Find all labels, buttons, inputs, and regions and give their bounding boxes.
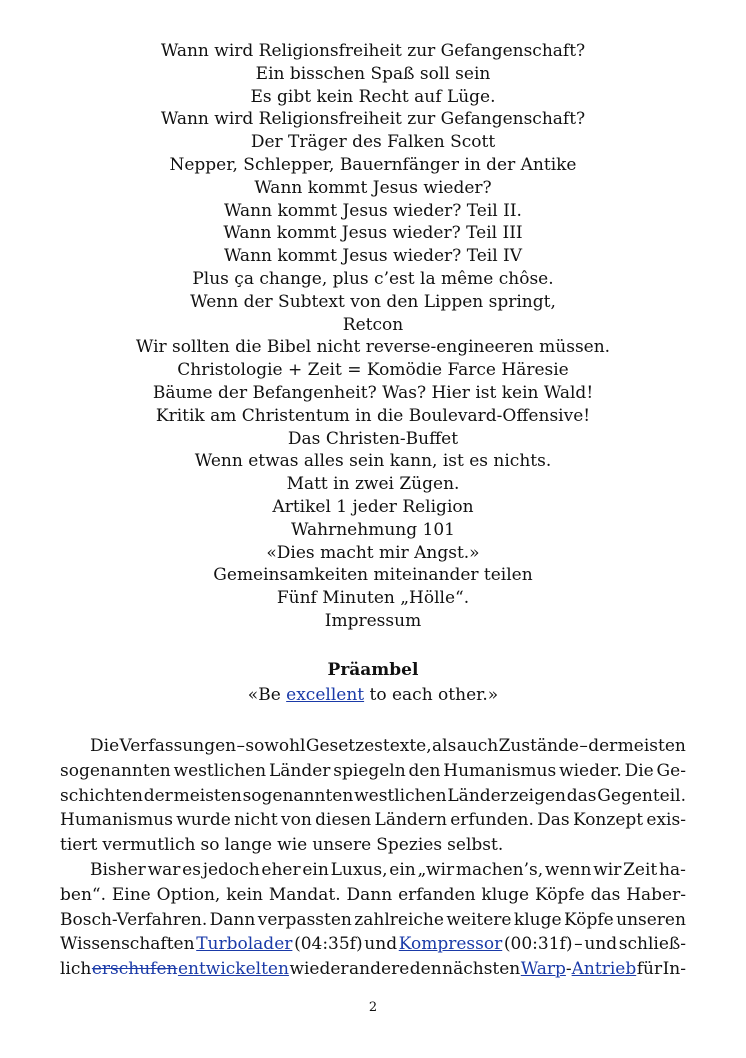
word: Köpfe xyxy=(534,884,585,905)
word: auch xyxy=(456,736,499,756)
word: erfanden xyxy=(398,884,476,905)
word: westlichen xyxy=(173,760,267,781)
toc-entry: Wann kommt Jesus wieder? Teil II. xyxy=(224,200,522,221)
word: für xyxy=(636,959,663,980)
word: von xyxy=(281,810,312,831)
word: „wir xyxy=(417,859,455,880)
word: exis- xyxy=(646,810,686,831)
word: jedoch xyxy=(202,859,260,880)
word: der xyxy=(143,785,173,806)
word: den xyxy=(408,760,441,781)
paragraph-line xyxy=(60,808,686,833)
link-antrieb[interactable]: Antrieb xyxy=(571,959,637,980)
word: Bosch-Verfahren. xyxy=(60,909,208,930)
word: sowohl xyxy=(245,736,306,756)
word: ein xyxy=(302,859,329,880)
link-kompressor[interactable]: Kompressor xyxy=(398,934,503,955)
toc-entry: Es gibt kein Recht auf Lüge. xyxy=(250,86,496,107)
word: lange xyxy=(224,835,273,856)
toc-entry: Bäume der Befangenheit? Was? Hier ist kein Wald! xyxy=(152,382,594,403)
word: kluge xyxy=(513,909,562,930)
word: In- xyxy=(662,959,686,980)
word: zeigen xyxy=(509,785,566,806)
warp-antrieb-compound xyxy=(521,957,636,982)
word: Die xyxy=(624,760,654,781)
toc-entry: Christologie + Zeit = Komödie Farce Häresie xyxy=(177,360,569,381)
word: wenn xyxy=(544,859,592,880)
word: (04:35f) xyxy=(294,934,363,955)
word: unsere xyxy=(312,835,372,856)
word: lich xyxy=(60,959,92,980)
word: tiert xyxy=(60,835,98,856)
word: wurde xyxy=(176,810,231,831)
word: schichten xyxy=(60,785,143,806)
toc-entry: Wann kommt Jesus wieder? Teil IV xyxy=(223,246,523,267)
toc-entry: Wenn etwas alles sein kann, ist es nichts. xyxy=(194,451,552,472)
link-strikethrough-erschufen[interactable]: erschufen xyxy=(91,959,178,980)
toc-entry: Impressum xyxy=(324,610,422,631)
toc-entry: Gemeinsamkeiten miteinander teilen xyxy=(213,565,533,586)
word: Haber- xyxy=(626,884,686,905)
paragraph-line xyxy=(60,833,686,858)
toc-entry: Matt in zwei Zügen. xyxy=(286,474,460,495)
word: wieder. xyxy=(559,760,622,781)
word: Zeit xyxy=(623,859,658,880)
word: Köpfe xyxy=(563,909,614,930)
word: wir xyxy=(593,859,622,880)
word: selbst. xyxy=(447,835,504,856)
motto-link-excellent[interactable]: excellent xyxy=(286,685,365,705)
word: Ländern xyxy=(374,810,447,831)
toc-entry: «Dies macht mir Angst.» xyxy=(266,542,480,563)
word: unseren xyxy=(616,909,686,930)
word: spiegeln xyxy=(333,760,406,781)
toc-entry: Wir sollten die Bibel nicht reverse-engineeren müssen. xyxy=(135,337,611,358)
word: so xyxy=(200,835,220,856)
word: vermutlich xyxy=(102,835,196,856)
word: Länder xyxy=(268,760,331,781)
word: Länder xyxy=(447,785,509,806)
word: den xyxy=(409,959,442,980)
word: verpassten xyxy=(257,909,352,930)
toc-entry: Wenn der Subtext von den Lippen springt, xyxy=(190,291,556,312)
word: Konzept xyxy=(572,810,644,831)
word: wieder xyxy=(289,959,349,980)
word: Die xyxy=(90,736,120,756)
word: Luxus, xyxy=(330,859,388,880)
page-number: 2 xyxy=(368,1000,378,1015)
word: westlichen xyxy=(354,785,447,806)
word: schließ- xyxy=(618,934,686,955)
word: Ge- xyxy=(656,760,686,781)
paragraph-line xyxy=(60,858,686,883)
paragraph-line xyxy=(60,734,686,759)
body-text xyxy=(60,734,686,982)
toc-entry: Plus ça change, plus c’est la même chôse. xyxy=(192,268,554,289)
toc-entry: Artikel 1 jeder Religion xyxy=(272,496,474,517)
paragraph-line xyxy=(60,957,686,982)
word: Dann xyxy=(346,884,393,905)
word: diesen xyxy=(315,810,372,831)
word: Spezies xyxy=(376,835,443,856)
word: (00:31f) xyxy=(503,934,573,955)
toc-entry: Wann wird Religionsfreiheit zur Gefangenschaft? xyxy=(160,41,586,61)
word: wie xyxy=(277,835,308,856)
link-turbolader[interactable]: Turbolader xyxy=(196,934,293,955)
word: weitere xyxy=(446,909,512,930)
word: – xyxy=(574,934,583,955)
word: – xyxy=(579,736,588,756)
word: Wissenschaften xyxy=(60,934,195,955)
toc-entry: Fünf Minuten „Hölle“. xyxy=(276,588,470,609)
toc-entry: Ein bisschen Spaß soll sein xyxy=(255,63,491,84)
word: sogenannten xyxy=(60,760,171,781)
toc-entry: Kritik am Christentum in die Boulevard-Offensive! xyxy=(155,405,591,426)
word: Eine xyxy=(111,884,151,905)
word: meisten xyxy=(173,785,242,806)
word: als xyxy=(432,736,457,756)
toc-entry: Der Träger des Falken Scott xyxy=(250,132,496,153)
paragraph-line xyxy=(60,784,686,809)
word: Option, xyxy=(156,884,221,905)
word: nächsten xyxy=(442,959,521,980)
paragraph-line xyxy=(60,759,686,784)
word: sogenannten xyxy=(242,785,354,806)
hyphen: - xyxy=(565,959,572,980)
word: Dann xyxy=(209,909,256,930)
paragraph-line xyxy=(60,908,686,933)
word: ha- xyxy=(659,859,686,880)
word: Das xyxy=(537,810,570,831)
paragraph-line xyxy=(60,932,686,957)
word: das xyxy=(590,884,621,905)
word: meisten xyxy=(617,736,686,756)
word: und xyxy=(584,934,618,955)
table-of-contents xyxy=(0,40,746,633)
word: ein xyxy=(389,859,416,880)
word: kluge xyxy=(481,884,530,905)
word: machen’s, xyxy=(455,859,544,880)
motto-text-after: to each other.» xyxy=(364,685,499,705)
word: eher xyxy=(261,859,301,880)
word: erfunden. xyxy=(450,810,534,831)
word: das xyxy=(566,785,597,806)
word: Mandat. xyxy=(268,884,341,905)
paragraph-2 xyxy=(60,858,686,982)
word: – xyxy=(236,736,245,756)
word: Humanismus xyxy=(60,810,173,831)
word: nicht xyxy=(234,810,278,831)
toc-entry: Nepper, Schlepper, Bauernfänger in der Antike xyxy=(169,154,577,175)
word: es xyxy=(182,859,201,880)
word: Bisher xyxy=(90,859,146,880)
word: Gegenteil. xyxy=(597,785,686,806)
word: zahlreiche xyxy=(354,909,444,930)
toc-entry: Wahrnehmung 101 xyxy=(291,519,455,540)
link-entwickelten[interactable]: entwickelten xyxy=(177,959,289,980)
word: der xyxy=(588,736,618,756)
paragraph-1 xyxy=(60,734,686,858)
motto-text-before: «Be xyxy=(247,685,287,705)
toc-entry: Retcon xyxy=(342,314,404,335)
word: und xyxy=(364,934,398,955)
word: Verfassungen xyxy=(119,736,237,756)
section-motto xyxy=(0,684,746,706)
word: war xyxy=(147,859,181,880)
toc-entry: Wann kommt Jesus wieder? xyxy=(254,177,492,198)
word: andere xyxy=(349,959,410,980)
word: kein xyxy=(226,884,263,905)
paragraph-line xyxy=(60,883,686,908)
word: ben“. xyxy=(60,884,106,905)
word: Gesetzestexte, xyxy=(305,736,432,756)
toc-entry: Wann kommt Jesus wieder? Teil III xyxy=(223,223,523,244)
toc-entry: Wann wird Religionsfreiheit zur Gefangenschaft? xyxy=(160,109,586,130)
link-warp[interactable]: Warp xyxy=(520,959,566,980)
word: Humanismus xyxy=(443,760,557,781)
toc-entry: Das Christen-Buffet xyxy=(287,428,459,449)
section-heading: Präambel xyxy=(327,660,419,680)
word: Zustände xyxy=(498,736,579,756)
